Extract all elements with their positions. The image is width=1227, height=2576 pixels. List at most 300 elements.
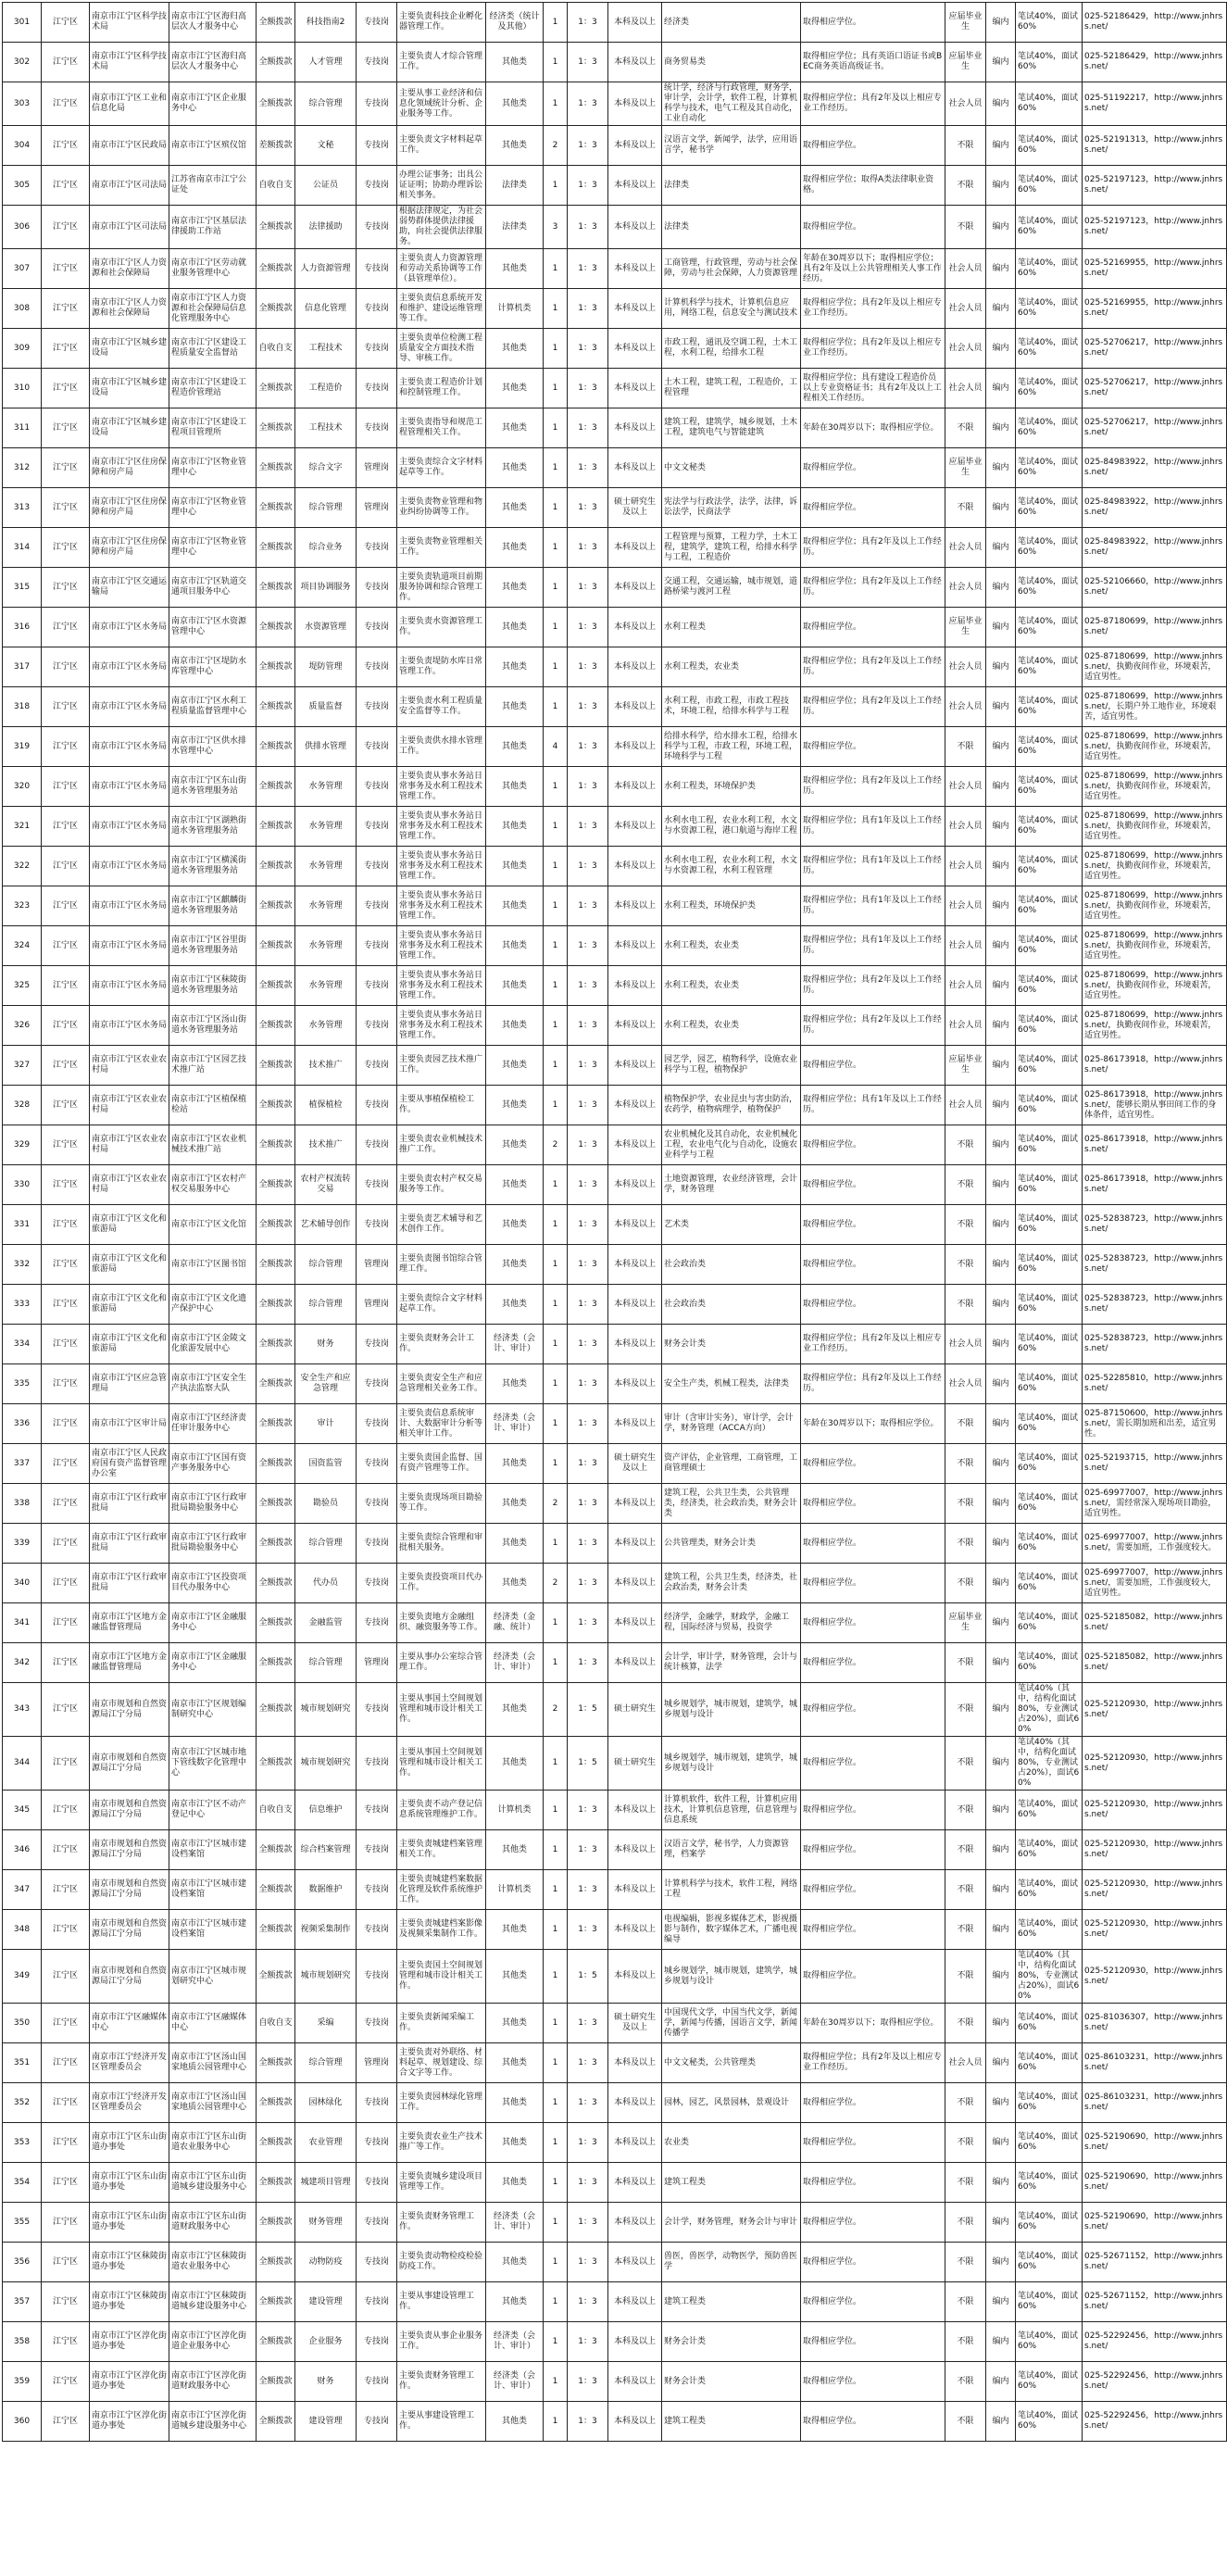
cell-job-description: 根据法律规定，为社会弱势群体提供法律援助，向社会提供法律服务。: [397, 206, 486, 249]
cell-unit: 南京市江宁区金融服务中心: [169, 1643, 257, 1683]
cell-department: 南京市江宁区农业农村局: [90, 1165, 169, 1205]
cell-position-code: 356: [3, 2243, 42, 2282]
cell-position-category: 专技岗: [357, 807, 397, 847]
cell-department: 南京市江宁区交通运输局: [90, 568, 169, 608]
cell-position-category: 专技岗: [357, 1125, 397, 1165]
cell-position-category: 专技岗: [357, 2004, 397, 2043]
cell-job-description: 主要负责城建档案管理相关工作。: [397, 1830, 486, 1870]
cell-exam-ratio: 1：3: [568, 647, 608, 687]
cell-education: 本科及以上: [608, 1364, 662, 1404]
cell-staffing: 编内: [986, 687, 1016, 727]
cell-exam-category: 经济类（会计、审计）: [486, 1643, 544, 1683]
cell-department: 南京市江宁区城乡建设局: [90, 408, 169, 448]
cell-district: 江宁区: [42, 1643, 90, 1683]
cell-assessment-ratio: 笔试40%，面试60%: [1016, 608, 1083, 647]
table-row: [3, 1404, 1227, 1444]
cell-position-code: 330: [3, 1165, 42, 1205]
cell-other-requirements: 年龄在30周岁以下；取得相应学位。: [801, 408, 945, 448]
cell-major: 统计学，经济与行政管理，财务学，审计学，会计学，软件工程，计算机科学与技术，电气工程及其自动化，工业自动化: [662, 82, 801, 126]
table-row: [3, 528, 1227, 568]
cell-headcount: 2: [544, 126, 568, 166]
cell-education: 本科及以上: [608, 1404, 662, 1444]
cell-major: 植物保护学，农业昆虫与害虫防治，农药学，植物病理学，植物保护: [662, 1086, 801, 1125]
cell-staffing: 编内: [986, 43, 1016, 82]
cell-job-description: 主要负责信息系统审计、大数据审计分析等相关审计工作。: [397, 1404, 486, 1444]
cell-headcount: 1: [544, 3, 568, 43]
cell-job-description: 主要负责动物检疫检验防疫工作。: [397, 2243, 486, 2282]
cell-staffing: 编内: [986, 1564, 1016, 1603]
cell-major: 水利工程类，环境保护类: [662, 767, 801, 807]
cell-position-name: 视频采集制作: [295, 1910, 357, 1950]
cell-exam-category: 其他类: [486, 1285, 544, 1325]
cell-district: 江宁区: [42, 126, 90, 166]
cell-exam-ratio: 1：5: [568, 1950, 608, 2004]
cell-major: 资产评估，企业管理，工商管理，工商管理硕士: [662, 1444, 801, 1484]
cell-education: 硕士研究生及以上: [608, 488, 662, 528]
cell-department: 南京市江宁区民政局: [90, 126, 169, 166]
cell-assessment-ratio: 笔试40%，面试60%: [1016, 568, 1083, 608]
cell-headcount: 1: [544, 608, 568, 647]
cell-other-requirements: 取得相应学位。: [801, 2243, 945, 2282]
cell-funding-type: 差额拨款: [257, 126, 295, 166]
cell-unit: 南京市江宁区金融服务中心: [169, 1603, 257, 1643]
cell-funding-type: 全额拨款: [257, 1603, 295, 1643]
cell-unit: 南京市江宁区淳化街道财政服务中心: [169, 2362, 257, 2402]
cell-education: 本科及以上: [608, 3, 662, 43]
cell-position-category: 专技岗: [357, 1870, 397, 1910]
cell-assessment-ratio: 笔试40%，面试60%: [1016, 1046, 1083, 1086]
cell-position-code: 320: [3, 767, 42, 807]
cell-job-description: 主要负责人才综合管理工作。: [397, 43, 486, 82]
cell-staffing: 编内: [986, 82, 1016, 126]
cell-district: 江宁区: [42, 329, 90, 369]
cell-exam-ratio: 1：3: [568, 448, 608, 488]
cell-education: 硕士研究生: [608, 1683, 662, 1737]
cell-exam-ratio: 1：3: [568, 2083, 608, 2123]
cell-exam-category: 其他类: [486, 448, 544, 488]
table-row: [3, 82, 1227, 126]
cell-job-description: 主要负责城建档案影像及视频采集制作工作。: [397, 1910, 486, 1950]
cell-other-requirements: 取得相应学位。: [801, 1950, 945, 2004]
cell-exam-ratio: 1：3: [568, 2043, 608, 2083]
cell-position-category: 专技岗: [357, 1165, 397, 1205]
cell-unit: 南京市江宁区水利工程质量监督管理中心: [169, 687, 257, 727]
cell-funding-type: 自收自支: [257, 2004, 295, 2043]
cell-exam-category: 其他类: [486, 126, 544, 166]
cell-staffing: 编内: [986, 1285, 1016, 1325]
cell-assessment-ratio: 笔试40%，面试60%: [1016, 488, 1083, 528]
cell-headcount: 1: [544, 1603, 568, 1643]
cell-funding-type: 全额拨款: [257, 1165, 295, 1205]
cell-exam-category: 其他类: [486, 488, 544, 528]
cell-district: 江宁区: [42, 647, 90, 687]
table-row: [3, 1245, 1227, 1285]
table-row: [3, 2322, 1227, 2362]
cell-headcount: 1: [544, 2282, 568, 2322]
cell-exam-category: 其他类: [486, 43, 544, 82]
table-row: [3, 329, 1227, 369]
cell-applicant-type: 社会人员: [945, 329, 986, 369]
cell-position-code: 331: [3, 1205, 42, 1245]
cell-funding-type: 自收自支: [257, 166, 295, 206]
cell-headcount: 1: [544, 528, 568, 568]
cell-department: 南京市江宁区秣陵街道办事处: [90, 2243, 169, 2282]
cell-applicant-type: 不限: [945, 1484, 986, 1524]
cell-exam-ratio: 1：3: [568, 369, 608, 408]
cell-department: 南京市江宁区文化和旅游局: [90, 1325, 169, 1364]
cell-position-category: 专技岗: [357, 1205, 397, 1245]
cell-education: 本科及以上: [608, 249, 662, 289]
cell-job-description: 办理公证事务；出具公证证明；协助办理诉讼相关事务。: [397, 166, 486, 206]
cell-headcount: 1: [544, 2402, 568, 2442]
cell-applicant-type: 不限: [945, 1870, 986, 1910]
cell-other-requirements: 取得相应学位；取得A类法律职业资格。: [801, 166, 945, 206]
cell-funding-type: 全额拨款: [257, 608, 295, 647]
cell-unit: 南京市江宁区秣陵街道水务管理服务站: [169, 966, 257, 1006]
cell-job-description: 主要负责农业生产技术推广等工作。: [397, 2123, 486, 2163]
cell-contact-and-notes: 025-87180699，http://www.jnhrss.net/，执勤夜间作业，环境艰苦，适宜男性。: [1083, 966, 1227, 1006]
cell-assessment-ratio: 笔试40%，面试60%: [1016, 2163, 1083, 2203]
cell-district: 江宁区: [42, 249, 90, 289]
cell-position-category: 专技岗: [357, 1444, 397, 1484]
cell-other-requirements: 取得相应学位。: [801, 727, 945, 767]
cell-department: 南京市规划和自然资源局江宁分局: [90, 1910, 169, 1950]
table-row: [3, 1524, 1227, 1564]
table-row: [3, 847, 1227, 886]
cell-exam-category: 计算机类: [486, 1870, 544, 1910]
cell-unit: 南京市江宁区劳动就业服务管理中心: [169, 249, 257, 289]
cell-funding-type: 全额拨款: [257, 206, 295, 249]
cell-exam-ratio: 1：3: [568, 1603, 608, 1643]
cell-unit: 南京市江宁区城市建设档案馆: [169, 1910, 257, 1950]
cell-district: 江宁区: [42, 408, 90, 448]
table-row: [3, 2004, 1227, 2043]
cell-staffing: 编内: [986, 2123, 1016, 2163]
cell-education: 硕士研究生: [608, 1737, 662, 1791]
cell-applicant-type: 社会人员: [945, 807, 986, 847]
cell-major: 建筑工程类: [662, 2282, 801, 2322]
cell-assessment-ratio: 笔试40%，面试60%: [1016, 206, 1083, 249]
cell-assessment-ratio: 笔试40%，面试60%: [1016, 408, 1083, 448]
cell-unit: 南京市江宁区物业管理中心: [169, 488, 257, 528]
cell-headcount: 3: [544, 206, 568, 249]
cell-exam-ratio: 1：3: [568, 1564, 608, 1603]
cell-headcount: 1: [544, 767, 568, 807]
cell-position-code: 302: [3, 43, 42, 82]
cell-position-name: 工程技术: [295, 329, 357, 369]
cell-headcount: 1: [544, 329, 568, 369]
cell-headcount: 1: [544, 926, 568, 966]
cell-unit: 南京市江宁区轨道交通项目服务中心: [169, 568, 257, 608]
cell-applicant-type: 应届毕业生: [945, 1603, 986, 1643]
cell-staffing: 编内: [986, 647, 1016, 687]
cell-unit: 南京市江宁区不动产登记中心: [169, 1791, 257, 1830]
cell-major: 电视编辑，影视多媒体艺术，影视摄影与制作，数字媒体艺术，广播电视编导: [662, 1910, 801, 1950]
cell-applicant-type: 不限: [945, 1737, 986, 1791]
cell-applicant-type: 社会人员: [945, 1086, 986, 1125]
cell-education: 本科及以上: [608, 1870, 662, 1910]
cell-job-description: 主要负责从事水务站日常事务及水利工程技术管理工作。: [397, 1006, 486, 1046]
cell-headcount: 1: [544, 1444, 568, 1484]
cell-position-category: 专技岗: [357, 727, 397, 767]
cell-position-code: 352: [3, 2083, 42, 2123]
cell-funding-type: 全额拨款: [257, 2083, 295, 2123]
cell-position-name: 工程技术: [295, 408, 357, 448]
cell-contact-and-notes: 025-52671152，http://www.jnhrss.net/: [1083, 2243, 1227, 2282]
cell-unit: 南京市江宁区城市建设档案馆: [169, 1830, 257, 1870]
cell-major: 建筑工程类: [662, 2402, 801, 2442]
cell-exam-category: 经济类（会计、审计）: [486, 1325, 544, 1364]
cell-exam-ratio: 1：3: [568, 926, 608, 966]
cell-department: 南京市江宁区水务局: [90, 727, 169, 767]
cell-exam-ratio: 1：5: [568, 1737, 608, 1791]
cell-position-category: 专技岗: [357, 126, 397, 166]
cell-other-requirements: 取得相应学位。: [801, 1285, 945, 1325]
cell-education: 本科及以上: [608, 2163, 662, 2203]
cell-exam-category: 其他类: [486, 847, 544, 886]
cell-headcount: 1: [544, 1325, 568, 1364]
cell-district: 江宁区: [42, 1603, 90, 1643]
cell-exam-ratio: 1：3: [568, 1484, 608, 1524]
cell-exam-category: 经济类（会计、审计）: [486, 2362, 544, 2402]
cell-assessment-ratio: 笔试40%，面试60%: [1016, 82, 1083, 126]
cell-district: 江宁区: [42, 82, 90, 126]
cell-education: 本科及以上: [608, 1125, 662, 1165]
cell-job-description: 主要负责园艺技术推广工作。: [397, 1046, 486, 1086]
cell-position-name: 项目协调服务: [295, 568, 357, 608]
cell-job-description: 主要负责物业管理和物业纠纷协调等工作。: [397, 488, 486, 528]
cell-headcount: 2: [544, 1125, 568, 1165]
cell-assessment-ratio: 笔试40%，面试60%: [1016, 166, 1083, 206]
cell-other-requirements: 年龄在30周岁以下；取得相应学位；具有2年及以上公共管理相关人事工作经历。: [801, 249, 945, 289]
cell-headcount: 1: [544, 166, 568, 206]
cell-exam-category: 其他类: [486, 2083, 544, 2123]
cell-department: 南京市江宁区水务局: [90, 807, 169, 847]
cell-major: 土地资源管理，农业经济管理，会计学，财务管理: [662, 1165, 801, 1205]
cell-staffing: 编内: [986, 1364, 1016, 1404]
table-row: [3, 43, 1227, 82]
cell-assessment-ratio: 笔试40%，面试60%: [1016, 886, 1083, 926]
cell-job-description: 主要负责园林绿化管理工作。: [397, 2083, 486, 2123]
cell-exam-ratio: 1：3: [568, 206, 608, 249]
cell-major: 园林，园艺，风景园林，景观设计: [662, 2083, 801, 2123]
cell-unit: 南京市江宁区物业管理中心: [169, 448, 257, 488]
cell-major: 建筑工程类: [662, 2163, 801, 2203]
cell-contact-and-notes: 025-52186429，http://www.jnhrss.net/: [1083, 43, 1227, 82]
cell-major: 水利水电工程，农业水利工程，水文与水资源工程，水利工程管理: [662, 847, 801, 886]
cell-unit: 南京市江宁区城市地下管线数字化管理中心: [169, 1737, 257, 1791]
cell-position-code: 308: [3, 289, 42, 329]
cell-job-description: 主要负责堤防水库日常管理工作。: [397, 647, 486, 687]
cell-applicant-type: 不限: [945, 1165, 986, 1205]
cell-job-description: 主要负责城建档案数据化管理及软件系统维护工作。: [397, 1870, 486, 1910]
cell-contact-and-notes: 025-52120930，http://www.jnhrss.net/: [1083, 1791, 1227, 1830]
cell-exam-ratio: 1：3: [568, 3, 608, 43]
cell-staffing: 编内: [986, 448, 1016, 488]
cell-staffing: 编内: [986, 249, 1016, 289]
cell-headcount: 1: [544, 289, 568, 329]
cell-education: 本科及以上: [608, 408, 662, 448]
cell-position-category: 专技岗: [357, 82, 397, 126]
cell-unit: 南京市江宁区谷里街道水务管理服务站: [169, 926, 257, 966]
cell-job-description: 主要负责轨道项目前期服务协调和综合管理工作。: [397, 568, 486, 608]
cell-position-category: 专技岗: [357, 647, 397, 687]
cell-assessment-ratio: 笔试40%，面试60%: [1016, 1364, 1083, 1404]
cell-major: 中文文秘类，公共管理类: [662, 2043, 801, 2083]
table-row: [3, 2043, 1227, 2083]
table-row: [3, 1830, 1227, 1870]
cell-assessment-ratio: 笔试40%，面试60%: [1016, 767, 1083, 807]
cell-education: 硕士研究生及以上: [608, 1444, 662, 1484]
cell-district: 江宁区: [42, 1791, 90, 1830]
cell-district: 江宁区: [42, 1950, 90, 2004]
cell-district: 江宁区: [42, 608, 90, 647]
cell-education: 本科及以上: [608, 1484, 662, 1524]
cell-education: 本科及以上: [608, 2243, 662, 2282]
cell-education: 本科及以上: [608, 289, 662, 329]
cell-job-description: 主要从事建设管理工作。: [397, 2402, 486, 2442]
cell-unit: 南京市江宁区堤防水库管理中心: [169, 647, 257, 687]
cell-district: 江宁区: [42, 926, 90, 966]
cell-department: 南京市江宁区审计局: [90, 1404, 169, 1444]
cell-assessment-ratio: 笔试40%，面试60%: [1016, 2203, 1083, 2243]
cell-exam-ratio: 1：3: [568, 1086, 608, 1125]
cell-position-code: 335: [3, 1364, 42, 1404]
table-row: [3, 1364, 1227, 1404]
cell-funding-type: 全额拨款: [257, 1444, 295, 1484]
cell-other-requirements: 取得相应学位。: [801, 1830, 945, 1870]
cell-staffing: 编内: [986, 886, 1016, 926]
cell-unit: 南京市江宁区农村产权交易服务中心: [169, 1165, 257, 1205]
cell-exam-category: 经济类（会计、审计）: [486, 1404, 544, 1444]
cell-education: 本科及以上: [608, 206, 662, 249]
cell-exam-ratio: 1：3: [568, 1830, 608, 1870]
cell-job-description: 主要负责从事企业服务工作。: [397, 2322, 486, 2362]
cell-job-description: 主要负责从事水务站日常事务及水利工程技术管理工作。: [397, 926, 486, 966]
cell-staffing: 编内: [986, 568, 1016, 608]
cell-department: 南京市江宁区城乡建设局: [90, 329, 169, 369]
cell-applicant-type: 社会人员: [945, 1364, 986, 1404]
table-row: [3, 126, 1227, 166]
cell-staffing: 编内: [986, 1165, 1016, 1205]
cell-unit: 南京市江宁区东山街道财政服务中心: [169, 2203, 257, 2243]
table-row: [3, 1006, 1227, 1046]
cell-funding-type: 全额拨款: [257, 767, 295, 807]
cell-position-code: 359: [3, 2362, 42, 2402]
cell-unit: 南京市江宁区园艺技术推广站: [169, 1046, 257, 1086]
cell-applicant-type: 不限: [945, 2083, 986, 2123]
cell-other-requirements: 取得相应学位。: [801, 448, 945, 488]
cell-funding-type: 全额拨款: [257, 1484, 295, 1524]
cell-contact-and-notes: 025-52191313，http://www.jnhrss.net/: [1083, 126, 1227, 166]
cell-funding-type: 全额拨款: [257, 1364, 295, 1404]
cell-district: 江宁区: [42, 1285, 90, 1325]
table-row: [3, 166, 1227, 206]
cell-assessment-ratio: 笔试40%，面试60%: [1016, 1830, 1083, 1870]
cell-education: 本科及以上: [608, 807, 662, 847]
cell-position-name: 质量监督: [295, 687, 357, 727]
cell-exam-category: 其他类: [486, 886, 544, 926]
cell-position-code: 307: [3, 249, 42, 289]
cell-position-name: 建设管理: [295, 2282, 357, 2322]
cell-major: 法律类: [662, 206, 801, 249]
cell-other-requirements: 取得相应学位。: [801, 1125, 945, 1165]
cell-major: 城乡规划学，城市规划，建筑学，城乡规划与设计: [662, 1683, 801, 1737]
cell-staffing: 编内: [986, 926, 1016, 966]
cell-education: 本科及以上: [608, 687, 662, 727]
cell-other-requirements: 取得相应学位；具有2年及以上工作经历。: [801, 966, 945, 1006]
table-row: [3, 608, 1227, 647]
cell-district: 江宁区: [42, 2083, 90, 2123]
cell-exam-ratio: 1：3: [568, 528, 608, 568]
cell-job-description: 主要负责人力资源管理和劳动关系协调等工作（县管理单位）。: [397, 249, 486, 289]
cell-position-category: 专技岗: [357, 568, 397, 608]
recruitment-table-sheet: [2, 2, 1223, 2442]
cell-contact-and-notes: 025-52292456，http://www.jnhrss.net/: [1083, 2322, 1227, 2362]
cell-department: 南京市规划和自然资源局江宁分局: [90, 1737, 169, 1791]
cell-job-description: 主要负责国土空间规划管理和城市设计相关工作。: [397, 1950, 486, 2004]
cell-job-description: 主要从事办公室综合管理工作。: [397, 1643, 486, 1683]
cell-position-code: 334: [3, 1325, 42, 1364]
cell-department: 南京市江宁区司法局: [90, 166, 169, 206]
cell-position-code: 319: [3, 727, 42, 767]
cell-district: 江宁区: [42, 2163, 90, 2203]
cell-education: 本科及以上: [608, 886, 662, 926]
cell-headcount: 2: [544, 1564, 568, 1603]
cell-job-description: 主要负责新闻采编工作。: [397, 2004, 486, 2043]
cell-exam-category: 其他类: [486, 1165, 544, 1205]
cell-major: 会计学，审计学，财务管理，会计与统计核算，法学: [662, 1643, 801, 1683]
cell-job-description: 主要负责财务会计工作。: [397, 1325, 486, 1364]
cell-contact-and-notes: 025-52106660，http://www.jnhrss.net/: [1083, 568, 1227, 608]
cell-other-requirements: 取得相应学位。: [801, 1245, 945, 1285]
cell-headcount: 1: [544, 1870, 568, 1910]
cell-other-requirements: 取得相应学位。: [801, 2362, 945, 2402]
cell-department: 南京市规划和自然资源局江宁分局: [90, 1870, 169, 1910]
cell-district: 江宁区: [42, 1325, 90, 1364]
cell-contact-and-notes: 025-86173918，http://www.jnhrss.net/: [1083, 1165, 1227, 1205]
cell-position-code: 301: [3, 3, 42, 43]
cell-assessment-ratio: 笔试40%，面试60%: [1016, 528, 1083, 568]
cell-staffing: 编内: [986, 1325, 1016, 1364]
cell-exam-ratio: 1：3: [568, 966, 608, 1006]
cell-applicant-type: 不限: [945, 1564, 986, 1603]
cell-assessment-ratio: 笔试40%，面试60%: [1016, 2362, 1083, 2402]
cell-position-name: 艺术辅导创作: [295, 1205, 357, 1245]
cell-unit: 南京市江宁区供水排水管理中心: [169, 727, 257, 767]
cell-education: 本科及以上: [608, 1830, 662, 1870]
cell-staffing: 编内: [986, 1603, 1016, 1643]
cell-contact-and-notes: 025-69977007，http://www.jnhrss.net/，需要加班，工作强度较大，适宜男性。: [1083, 1564, 1227, 1603]
cell-position-category: 专技岗: [357, 166, 397, 206]
cell-headcount: 1: [544, 488, 568, 528]
cell-exam-ratio: 1：3: [568, 1125, 608, 1165]
cell-district: 江宁区: [42, 488, 90, 528]
cell-exam-ratio: 1：3: [568, 767, 608, 807]
cell-contact-and-notes: 025-87180699，http://www.jnhrss.net/，长期户外工地作业，环境艰苦，适宜男性。: [1083, 687, 1227, 727]
cell-major: 财务会计类: [662, 2322, 801, 2362]
cell-funding-type: 全额拨款: [257, 1524, 295, 1564]
cell-department: 南京市江宁区水务局: [90, 647, 169, 687]
table-row: [3, 886, 1227, 926]
cell-funding-type: 全额拨款: [257, 448, 295, 488]
cell-department: 南京市江宁经济开发区管理委员会: [90, 2043, 169, 2083]
cell-unit: 南京市江宁区企业服务中心: [169, 82, 257, 126]
cell-staffing: 编内: [986, 1205, 1016, 1245]
cell-headcount: 1: [544, 2362, 568, 2402]
cell-department: 南京市江宁区住房保障和房产局: [90, 488, 169, 528]
cell-assessment-ratio: 笔试40%，面试60%: [1016, 3, 1083, 43]
